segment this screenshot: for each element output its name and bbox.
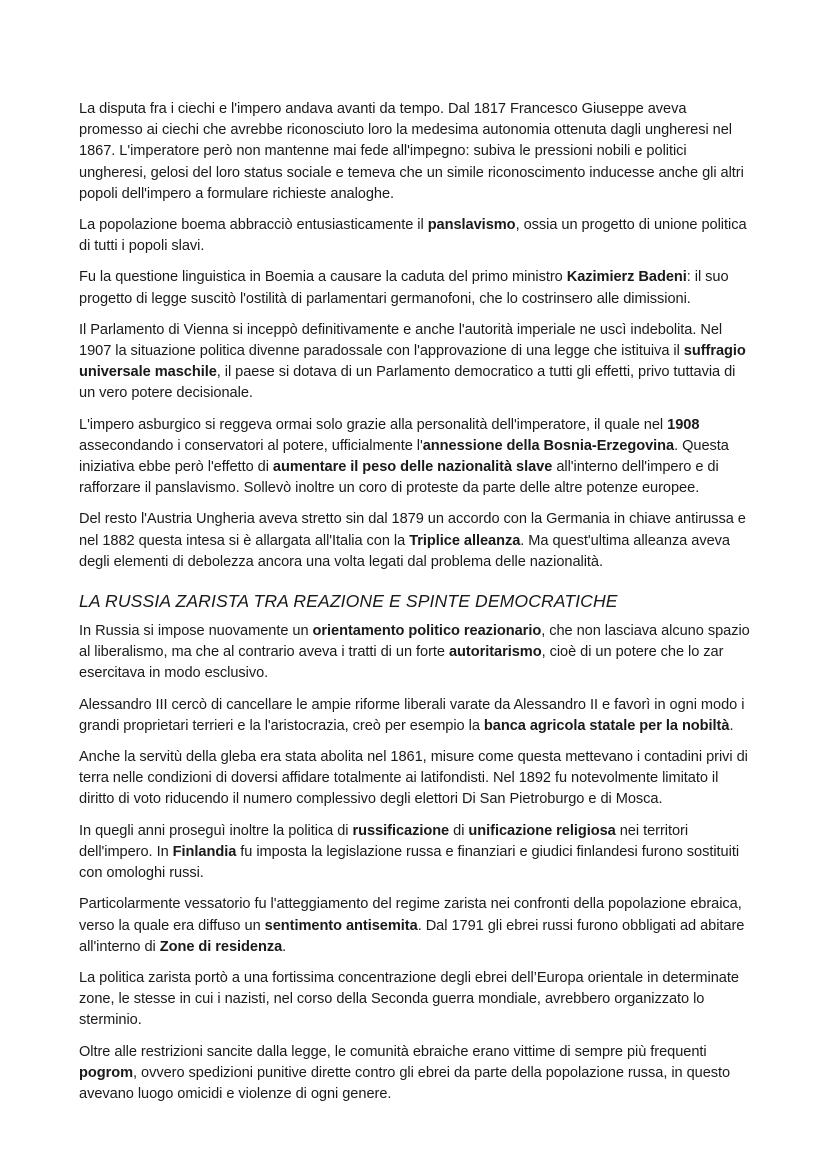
- text-run: . Dal 1791 gli ebrei russi furono obbligati ad abitare all'interno di: [79, 917, 745, 955]
- text-run: Del resto l'Austria Ungheria aveva stretto sin dal 1879 un accordo con la Germania in chiave antirussa e nel 1882 questa intesa si è allargata all'Italia con la: [79, 511, 746, 549]
- text-run: , cioè di un potere che lo zar esercitava in modo esclusivo.: [79, 644, 724, 682]
- paragraph: [79, 1042, 751, 1106]
- bold-term: Finlandia: [172, 843, 237, 860]
- text-run: .: [729, 717, 734, 734]
- text-run: Fu la questione linguistica in Boemia a causare la caduta del primo ministro: [79, 269, 567, 286]
- paragraph: [79, 320, 751, 405]
- section-russia: [79, 621, 751, 1105]
- bold-term: annessione della Bosnia-Erzegovina: [422, 437, 675, 454]
- text-run: assecondando i conservatori al potere, ufficialmente l': [79, 437, 423, 454]
- bold-term: banca agricola statale per la nobiltà: [483, 717, 730, 734]
- text-run: La disputa fra i ciechi e l'impero andava avanti da tempo. Dal 1817 Francesco Giuseppe aveva promesso ai ciechi che avrebbe riconosciuto loro la medesima autonomia ottenuta dagli ungheresi nel 1867. L'imperatore però non mantenne mai fede all'impegno: subiva le pressioni nobili e politici ungheresi, gelosi del loro status sociale e temeva che un simile riconoscimento inducesse anche gli altri popoli dell'impero a formulare richieste analoghe.: [79, 101, 744, 202]
- bold-term: unificazione religiosa: [468, 822, 616, 839]
- text-run: , ossia un progetto di unione politica di tutti i popoli slavi.: [79, 217, 747, 255]
- text-run: all'interno dell'impero e di rafforzare il panslavismo. Sollevò inoltre un coro di proteste da parte delle altre potenze europee.: [79, 459, 719, 497]
- section-heading: LA RUSSIA ZARISTA TRA REAZIONE E SPINTE DEMOCRATICHE: [79, 591, 618, 612]
- text-run: .: [282, 938, 287, 955]
- bold-term: panslavismo: [427, 217, 516, 234]
- text-run: In quegli anni proseguì inoltre la politica di: [79, 822, 353, 839]
- bold-term: Zone di residenza: [159, 938, 283, 955]
- bold-term: 1908: [667, 416, 700, 433]
- section-austria: [79, 99, 751, 573]
- paragraph: [79, 267, 751, 309]
- bold-term: aumentare il peso delle nazionalità slave: [272, 459, 553, 476]
- text-run: . Questa iniziativa ebbe però l'effetto di: [79, 437, 729, 476]
- text-run: Il Parlamento di Vienna si inceppò definitivamente e anche l'autorità imperiale ne uscì indebolita. Nel 1907 la situazione politica divenne paradossale con l'approvazione di una legge che istituiva il: [79, 321, 723, 360]
- text-run: La politica zarista portò a una fortissima concentrazione degli ebrei dell’Europa orientale in determinate zone, le stesse in cui i nazisti, nel corso della Seconda guerra mondiale, avrebbero organizzato lo sterminio.: [79, 969, 739, 1029]
- bold-term: suffragio universale maschile: [79, 343, 746, 381]
- bold-term: pogrom: [79, 1064, 134, 1081]
- paragraph: [79, 509, 751, 573]
- text-run: di: [449, 822, 469, 839]
- paragraph: [79, 695, 751, 737]
- text-run: Alessandro III cercò di cancellare le ampie riforme liberali varate da Alessandro II e favorì in ogni modo i grandi proprietari terrieri e la l'aristocrazia, creò per esempio la: [79, 696, 745, 734]
- paragraph: [79, 215, 751, 257]
- text-run: , ovvero spedizioni punitive dirette contro gli ebrei da parte della popolazione russa, in questo avevano luogo omicidi e violenze di ogni genere.: [79, 1064, 731, 1102]
- paragraph: [79, 968, 751, 1032]
- text-run: In Russia si impose nuovamente un: [79, 623, 313, 640]
- paragraph: [79, 894, 751, 958]
- text-run: Anche la servitù della gleba era stata abolita nel 1861, misure come questa mettevano i contadini privi di terra nelle condizioni di doversi affidare totalmente ai latifondisti. Nel 1892 fu notevolmente limitato il diritto di voto riducendo il numero complessivo degli elettori Di San Pietroburgo e di Mosca.: [79, 749, 748, 808]
- bold-term: Kazimierz Badeni: [566, 269, 687, 286]
- bold-term: orientamento politico reazionario: [312, 623, 542, 640]
- text-run: : il suo progetto di legge suscitò l'ostilità di parlamentari germanofoni, che lo costrinsero alle dimissioni.: [79, 269, 729, 307]
- text-run: , il paese si dotava di un Parlamento democratico a tutti gli effetti, privo tuttavia di un vero potere decisionale.: [79, 364, 736, 402]
- paragraph: [79, 415, 751, 500]
- paragraph: [79, 821, 751, 885]
- text-run: Particolarmente vessatorio fu l'atteggiamento del regime zarista nei confronti della popolazione ebraica, verso la quale era diffuso un: [79, 896, 742, 934]
- document-body: [79, 99, 751, 1115]
- text-run: , che non lasciava alcuno spazio al liberalismo, ma che al contrario aveva i tratti di un forte: [79, 623, 750, 661]
- text-run: fu imposta la legislazione russa e finanziari e giudici finlandesi furono sostituiti con omologhi russi.: [79, 843, 740, 882]
- paragraph: [79, 99, 751, 205]
- bold-term: Triplice alleanza: [409, 532, 521, 549]
- text-run: La popolazione boema abbracciò entusiasticamente il: [79, 217, 428, 234]
- bold-term: autoritarismo: [448, 644, 542, 661]
- text-run: L'impero asburgico si reggeva ormai solo grazie alla personalità dell'imperatore, il quale nel: [79, 416, 668, 433]
- bold-term: sentimento antisemita: [264, 917, 418, 934]
- text-run: nei territori dell'impero. In: [79, 822, 689, 860]
- paragraph: [79, 747, 751, 811]
- text-run: . Ma quest'ultima alleanza aveva degli elementi di debolezza ancora una volta legati dal problema delle nazionalità.: [79, 532, 730, 570]
- text-run: Oltre alle restrizioni sancite dalla legge, le comunità ebraiche erano vittime di sempre più frequenti: [79, 1043, 707, 1060]
- paragraph: [79, 621, 751, 685]
- bold-term: russificazione: [352, 822, 450, 839]
